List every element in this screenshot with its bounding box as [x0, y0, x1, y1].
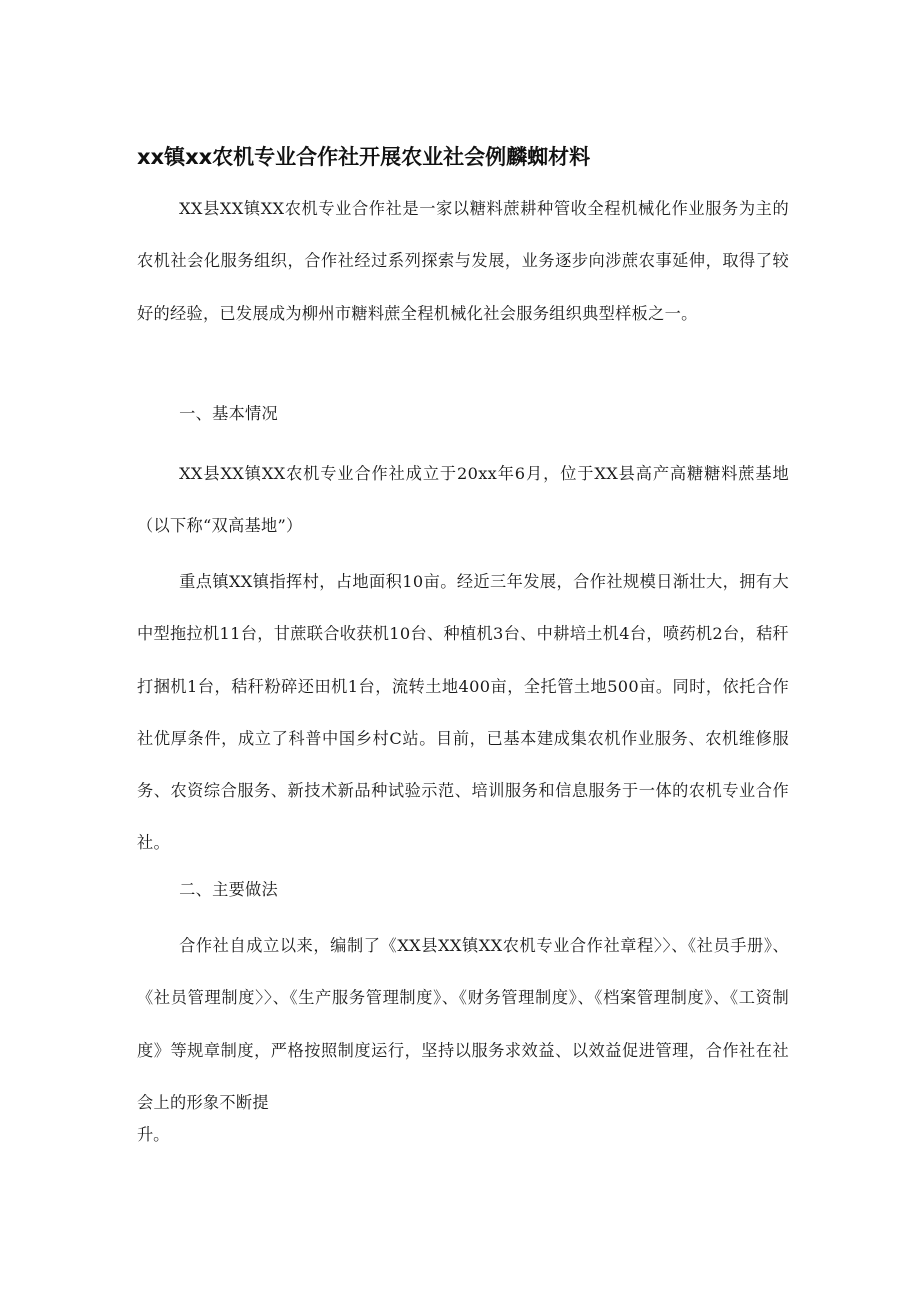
paragraph-scale: 重点镇XX镇指挥村，占地面积10亩。经近三年发展，合作社规模日渐壮大，拥有大中型拖拉机11台，甘蔗联合收获机10台、种植机3台、中耕培土机4台，喷药机2台，秸秆打捆机1台，秸秆粉碎还田机1台，流转土地400亩，全托管土地500亩。同时，依托合作社优厚条件，成立了科普中国乡村C站。目前，已基本建成集农机作业服务、农机维修服务、农资综合服务、新技术新品种试验示范、培训服务和信息服务于一体的农机专业合作社。: [137, 572, 789, 853]
section-heading-basic-situation: 一、基本情况: [179, 404, 279, 423]
section-heading-main-practices: 二、主要做法: [179, 880, 279, 899]
paragraph-establishment: XX县XX镇XX农机专业合作社成立于20xx年6月，位于XX县高产高糖糖料蔗基地（以下称“双高基地”）: [137, 464, 789, 536]
paragraph-regulations: 合作社自成立以来，编制了《XX县XX镇XX农机专业合作社章程〉〉、《社员手册》、《社员管理制度〉〉、《生产服务管理制度》、《财务管理制度》、《档案管理制度》、《工资制度》等规章制度，严格按照制度运行，坚持以服务求效益、以效益促进管理，合作社在社会上的形象不断提: [137, 936, 789, 1112]
document-page: [137, 0, 789, 1301]
paragraph-regulations-tail: 升。: [137, 1125, 170, 1144]
document-title: xx镇xx农机专业合作社开展农业社会例麟蜘材料: [137, 145, 591, 169]
paragraph-intro: XX县XX镇XX农机专业合作社是一家以糖料蔗耕种管收全程机械化作业服务为主的农机社会化服务组织，合作社经过系列探索与发展，业务逐步向涉蔗农事延伸，取得了较好的经验，已发展成为柳州市糖料蔗全程机械化社会服务组织典型样板之一。: [137, 199, 789, 323]
